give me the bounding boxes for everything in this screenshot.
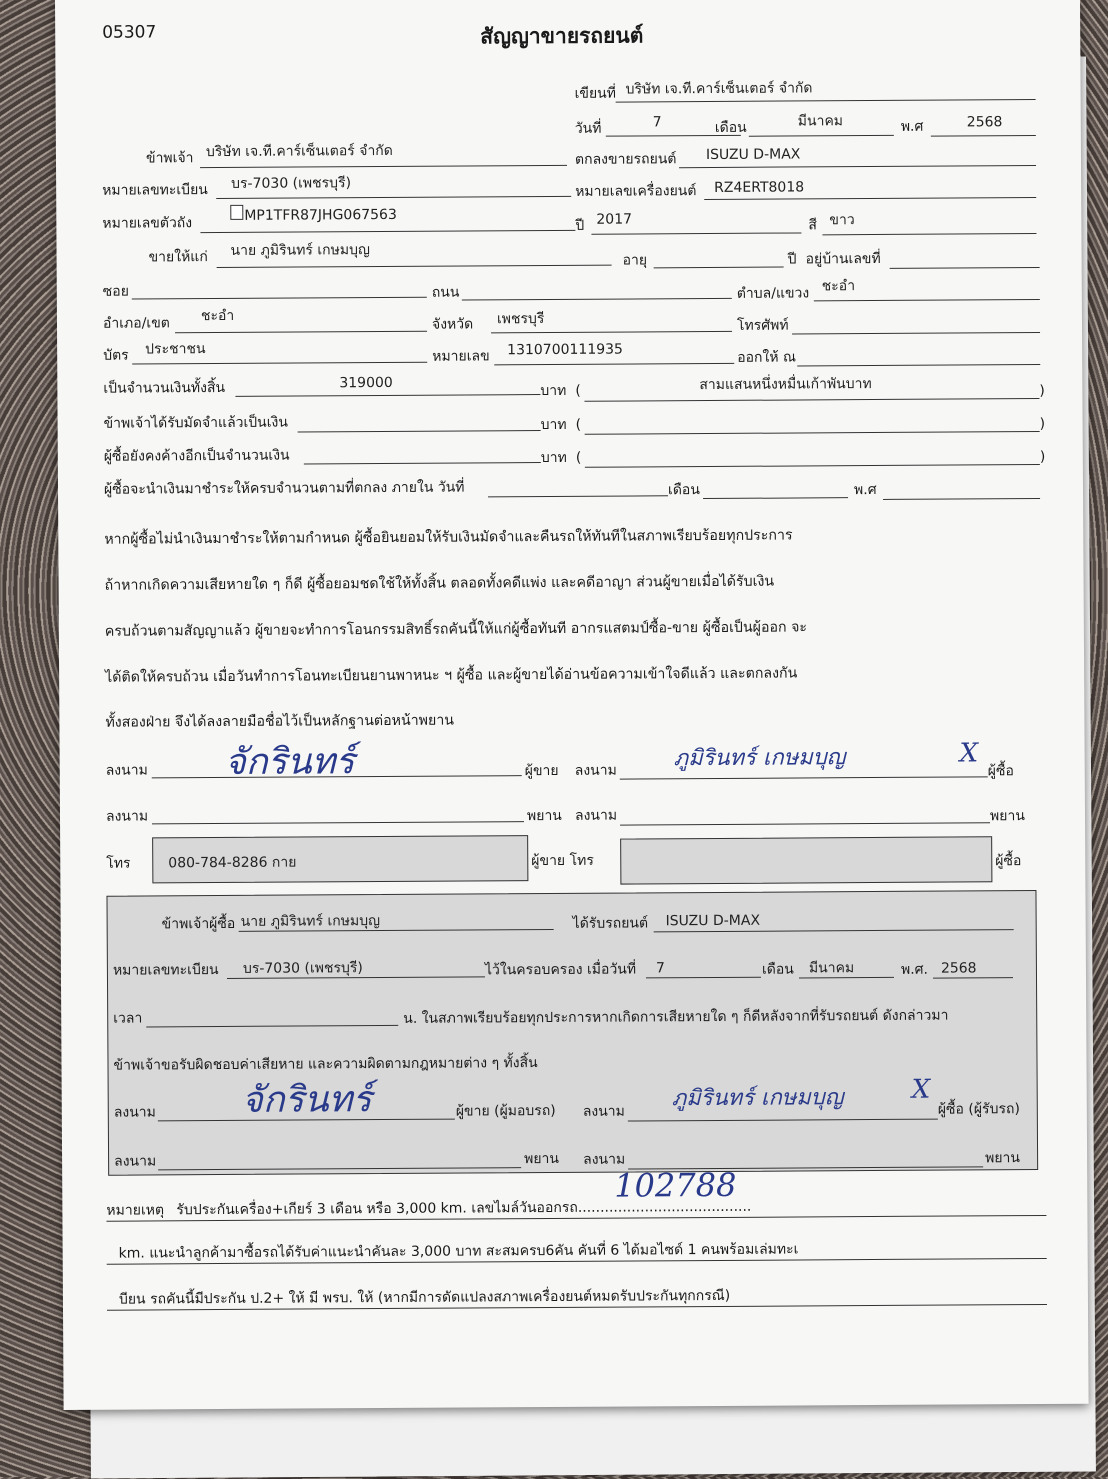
receipt-buyer-mark: X (911, 1074, 931, 1105)
receipt-plate-label: หมายเลขทะเบียน (112, 962, 219, 979)
plate-line (216, 196, 571, 199)
terms-line-4: ได้ติดให้ครบถ้วน เมื่อวันทำการโอนทะเบียนยานพาหนะ ฯ ผู้ซื้อ และผู้ขายได้อ่านข้อความเข้าใจดีแล้ว และตกลงกัน (105, 665, 798, 686)
total-words-line (584, 398, 1039, 402)
total-value: 319000 (339, 374, 393, 392)
receipt-buyer-label: ข้าพเจ้าผู้ซื้อ (161, 915, 236, 933)
color-value: ขาว (829, 212, 855, 229)
model-year-label: ปี (575, 217, 585, 234)
model-year-value: 2017 (596, 211, 633, 228)
total-baht: บาท (540, 382, 567, 400)
buyer-role: ผู้ซื้อ (987, 763, 1014, 780)
receipt-year-label: พ.ศ. (900, 961, 929, 978)
receipt-condition: น. ในสภาพเรียบร้อยทุกประการหากเกิดการเสียหายใด ๆ ก็ดีหลังจากที่รับรถยนต์ ดังกล่าวมา (403, 1007, 949, 1027)
witness2-sign-line (620, 822, 990, 825)
date-year: 2568 (966, 114, 1003, 131)
color-label: สี (808, 217, 817, 234)
remaining-baht: บาท (540, 449, 567, 467)
issued-label: ออกให้ ณ (737, 349, 797, 366)
seller-signature: จักรินทร์ (224, 741, 355, 783)
engine-label: หมายเลขเครื่องยนต์ (575, 183, 697, 200)
card-type-line (132, 362, 427, 365)
total-label: เป็นจำนวนเงินทั้งสิ้น (103, 379, 226, 397)
deposit-paren-close: ) (1039, 415, 1046, 432)
receipt-witness1-role: พยาน (524, 1150, 560, 1168)
month-label: เดือน (714, 119, 747, 136)
terms-line-3: ครบถ้วนตามสัญญาแล้ว ผู้ขายจะทำการโอนกรรมสิทธิ์รถคันนี้ให้แก่ผู้ซื้อทันที อากรแสตมป์ซื้อ-ขาย ผู้ซื้อเป็นผู้ออก จะ (104, 619, 808, 640)
province-line (491, 331, 732, 333)
date-day: 7 (652, 114, 662, 131)
receipt-day: 7 (655, 960, 665, 977)
card-no-label: หมายเลข (432, 348, 490, 365)
receipt-possession-label: ไว้ในครอบครอง เมื่อวันที่ (484, 961, 637, 979)
seller-label: ข้าพเจ้า (145, 150, 194, 167)
subdistrict-value: ชะอำ (821, 278, 856, 295)
receipt-seller-sign-label: ลงนาม (113, 1104, 156, 1121)
receipt-seller-role: ผู้ขาย (ผู้มอบรถ) (455, 1102, 556, 1120)
age-label: อายุ (622, 252, 648, 269)
seller-phone-value: 080-784-8286 กาย (168, 854, 297, 872)
seller-role: ผู้ขาย (524, 762, 559, 780)
issued-line (797, 364, 1040, 366)
sold-to-label: ขายให้แก่ (148, 249, 208, 266)
witness2-role: พยาน (989, 808, 1025, 825)
terms-line-2: ถ้าหากเกิดความเสียหายใด ๆ ก็ดี ผู้ซื้อยอมชดใช้ให้ทั้งสิ้น ตลอดทั้งคดีแพ่ง และคดีอาญา ส่วนผู้ขายเมื่อได้รับเงิน (104, 573, 775, 594)
seller-phone-label: โทร (106, 855, 131, 872)
receipt-buyer-sign-label: ลงนาม (582, 1103, 625, 1120)
chassis-value: MP1TFR87JHG067563 (244, 206, 397, 224)
notes-mileage: 102788 (614, 1165, 737, 1205)
province-label: จังหวัด (431, 316, 474, 333)
plate-value: บร-7030 (เพชรบุรี) (231, 175, 352, 192)
receipt-month: มีนาคม (808, 960, 855, 977)
buyer-name-line (217, 265, 612, 268)
date-month: มีนาคม (797, 113, 844, 130)
buyer-phone-role: ผู้ซื้อ (995, 853, 1022, 870)
due-day-line (488, 495, 668, 497)
district-value: ชะอำ (200, 307, 235, 325)
year-label: พ.ศ (900, 118, 924, 135)
remaining-line (304, 462, 541, 464)
receipt-month-label: เดือน (761, 961, 794, 978)
car-model: ISUZU D-MAX (705, 146, 801, 164)
soi-label: ซอย (102, 283, 129, 300)
plate-label: หมายเลขทะเบียน (102, 182, 208, 199)
year-line (931, 135, 1036, 137)
written-at-line (616, 99, 1036, 103)
receipt-witness1-label: ลงนาม (114, 1153, 157, 1170)
document-title: สัญญาขายรถยนต์ (480, 23, 644, 49)
buyer-phone-line (792, 332, 1040, 335)
receipt-liability: ข้าพเจ้าขอรับผิดชอบค่าเสียหาย และความผิดตามกฎหมายต่าง ๆ ทั้งสิ้น (113, 1055, 538, 1074)
subdistrict-label: ตำบล/แขวง (736, 285, 810, 302)
due-month-line (703, 497, 848, 499)
buyer-sign-label: ลงนาม (574, 762, 617, 779)
car-model-line (679, 165, 1036, 168)
terms-line-5: ทั้งสองฝ่าย จึงได้ลงลายมือชื่อไว้เป็นหลักฐานต่อหน้าพยาน (105, 712, 455, 731)
receipt-model: ISUZU D-MAX (665, 912, 761, 930)
remaining-words-line (585, 464, 1040, 468)
road-line (462, 298, 732, 301)
notes-line-1: รับประกันเครื่อง+เกียร์ 3 เดือน หรือ 3,000 km. เลขไมล์วันออกรถ....................................... (176, 1198, 752, 1219)
total-line (235, 394, 540, 397)
date-label: วันที่ (574, 120, 602, 137)
buyer-signature: ภูมิรินทร์ เกษมบุญ (673, 745, 846, 772)
notes-line-2: km. แนะนำลูกค้ามาซื้อรถได้รับค่าแนะนำคันละ 3,000 บาท สะสมครบ6คัน คันที่ 6 ได้มอไซด์ 1 คนพร้อมเล่มทะเ (118, 1241, 799, 1262)
deposit-line (298, 430, 541, 432)
remaining-label: ผู้ซื้อยังคงค้างอีกเป็นจำนวนเงิน (103, 447, 290, 465)
buyer-name: นาย ภูมิรินทร์ เกษมบุญ (230, 242, 370, 259)
deposit-paren-open: ( (575, 416, 582, 433)
seller-line (200, 165, 567, 168)
district-line (175, 331, 427, 334)
seller-phone-role: ผู้ขาย โทร (531, 852, 594, 870)
receipt-plate: บร-7030 (เพชรบุรี) (242, 960, 363, 977)
due-month-label: เดือน (667, 482, 700, 499)
district-label: อำเภอ/เขต (102, 315, 170, 332)
total-words: สามแสนหนึ่งหมื่นเก้าพันบาท (699, 376, 872, 394)
receipt-seller-signature: จักรินทร์ (241, 1079, 372, 1121)
receipt-buyer-signature: ภูมิรินทร์ เกษมบุญ (671, 1085, 844, 1112)
receipt-received-label: ได้รับรถยนต์ (572, 915, 649, 932)
card-label: บัตร (103, 347, 129, 364)
house-no-label: อยู่บ้านเลขที่ (805, 250, 881, 268)
remaining-paren-open: ( (575, 449, 582, 466)
remaining-paren-close: ) (1039, 448, 1046, 465)
road-label: ถนน (431, 284, 460, 301)
phone-label: โทรศัพท์ (736, 317, 789, 334)
receipt-witness2-role: พยาน (985, 1150, 1021, 1167)
age-unit: ปี (787, 251, 797, 268)
chassis-label: หมายเลขตัวถัง (102, 215, 193, 232)
notes-label: หมายเหตุ (106, 1202, 165, 1219)
house-no-line (890, 267, 1040, 269)
seller-sign-label: ลงนาม (105, 762, 148, 779)
agree-label: ตกลงขายรถยนต์ (574, 151, 677, 168)
receipt-buyer-role: ผู้ซื้อ (ผู้รับรถ) (937, 1101, 1020, 1118)
seller-name: บริษัท เจ.ที.คาร์เซ็นเตอร์ จำกัด (205, 142, 393, 161)
buyer-mark: X (959, 738, 979, 769)
witness2-sign-label: ลงนาม (574, 807, 618, 824)
engine-value: RZ4ERT8018 (714, 179, 805, 196)
receipt-section (106, 890, 1038, 1176)
card-no-line (494, 363, 734, 365)
soi-line (132, 297, 427, 300)
card-no: 1310700111935 (507, 341, 623, 359)
province-value: เพชรบุรี (496, 311, 545, 328)
written-at-value: บริษัท เจ.ที.คาร์เซ็นเตอร์ จำกัด (625, 80, 813, 98)
buyer-sign-line (620, 776, 988, 779)
chassis-checkbox[interactable] (230, 205, 243, 220)
witness1-sign-label: ลงนาม (105, 808, 149, 825)
receipt-time-label: เวลา (113, 1010, 143, 1027)
due-year-label: พ.ศ (853, 481, 877, 499)
due-label: ผู้ซื้อจะนำเงินมาชำระให้ครบจำนวนตามที่ตกลง ภายใน วันที่ (103, 479, 465, 498)
receipt-buyer-name: นาย ภูมิรินทร์ เกษมบุญ (240, 913, 381, 930)
age-line (654, 267, 784, 269)
deposit-label: ข้าพเจ้าได้รับมัดจำแล้วเป็นเงิน (103, 414, 288, 432)
engine-line (704, 197, 1036, 200)
written-at-label: เขียนที่ (574, 85, 616, 102)
notes-line-3: บียน รถคันนี้มีประกัน ป.2+ ให้ มี พรบ. ให้ (หากมีการดัดแปลงสภาพเครื่องยนต์หมดรับประกันทุกกรณี) (118, 1287, 731, 1308)
chassis-line (200, 230, 575, 233)
deposit-words-line (585, 431, 1040, 435)
model-year-line (591, 232, 801, 234)
document-number: 05307 (102, 22, 157, 43)
month-line (749, 135, 894, 137)
witness1-sign-line (152, 821, 524, 824)
total-paren-close: ) (1039, 382, 1045, 399)
contract-sheet (55, 0, 1089, 1410)
subdistrict-line (814, 299, 1040, 301)
due-year-line (883, 498, 1040, 500)
receipt-year: 2568 (940, 960, 977, 977)
terms-line-1: หากผู้ซื้อไม่นำเงินมาชำระให้ตามกำหนด ผู้ซื้อยินยอมให้รับเงินมัดจำและคืนรถให้ทันทีในสภาพเรียบร้อยทุกประการ (104, 527, 793, 548)
witness1-role: พยาน (526, 807, 562, 825)
deposit-baht: บาท (540, 416, 567, 434)
card-type: ประชาชน (145, 341, 206, 358)
receipt-witness2-label: ลงนาม (583, 1151, 626, 1168)
total-paren-open: ( (575, 382, 581, 399)
color-line (822, 233, 1036, 235)
buyer-phone-box[interactable] (620, 836, 992, 884)
